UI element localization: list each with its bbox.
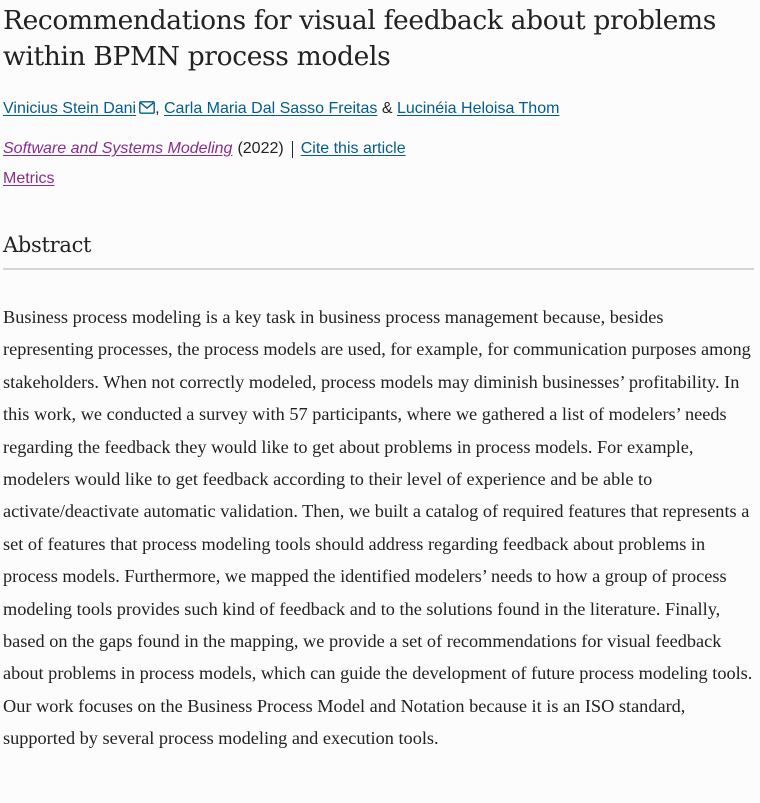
metrics-row [3,168,754,190]
article-title: Recommendations for visual feedback about problems within BPMN process models [3,5,717,72]
abstract-text: Business process modeling is a key task in business process management because, besides representing processes, the process models are used, for example, for communication purposes among stakeholders. When not correctly modeled, process models may diminish businesses’ profitability. In this work, we conducted a survey with 57 participants, where we gathered a list of modelers’ needs regarding the feedback they would like to get about problems in process models. For example, modelers would like to get feedback according to their level of experience and be able to activate/deactivate automatic validation. Then, we built a catalog of required features that represents a set of features that process modeling tools should address regarding feedback about problems in process models. Furthermore, we mapped the identified modelers’ needs to how a group of process modeling tools provides such kind of feedback and to the solutions found in the literature. Finally, based on the gaps found in the mapping, we provide a set of recommendations for visual feedback about problems in process models, which can guide the development of future process modeling tools. Our work focuses on the Business Process Model and Notation because it is an ISO standard, supported by several process modeling and execution tools. [3,307,753,749]
author-separator-ampersand: & [377,100,397,117]
author-link-2[interactable]: Carla Maria Dal Sasso Freitas [164,100,378,117]
author-link-3[interactable]: Lucinéia Heloisa Thom [396,100,560,117]
cite-article-link[interactable]: Cite this article [300,140,406,157]
publication-info [3,138,754,160]
abstract-heading: Abstract [3,230,754,270]
divider [292,141,293,158]
author-separator-comma: , [155,100,164,117]
metrics-link[interactable]: Metrics [3,170,55,187]
journal-link[interactable]: Software and Systems Modeling [3,140,233,157]
author-list [3,98,754,121]
mail-icon[interactable] [139,99,155,121]
author-link-1[interactable]: Vinicius Stein Dani [3,100,137,117]
publication-year: (2022) [237,140,284,157]
